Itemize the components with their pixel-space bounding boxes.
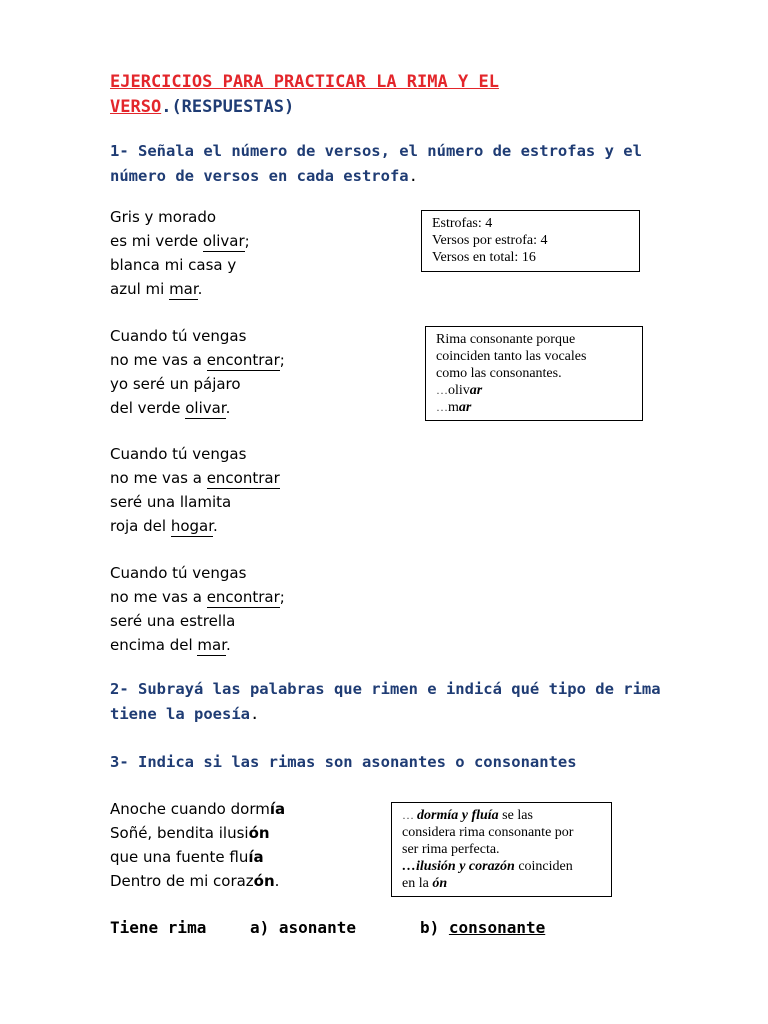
verse	[110, 609, 410, 633]
verse-text: Anoche cuando dorm	[110, 800, 270, 818]
verse-text: seré una estrella	[110, 612, 236, 630]
verse-text: no me vas a	[110, 469, 207, 487]
title-line-1: EJERCICIOS PARA PRACTICAR LA RIMA Y EL	[110, 72, 499, 92]
ellipsis: …	[436, 400, 448, 414]
verse-punct: .	[197, 280, 203, 298]
box-line: ser rima perfecta.	[402, 842, 500, 857]
verse-text: Cuando tú vengas	[110, 445, 247, 463]
rhyme-word: hogar	[170, 517, 214, 535]
verse	[110, 490, 410, 514]
box-line: como las consonantes.	[436, 366, 562, 381]
verse-text: Dentro de mi coraz	[110, 872, 254, 890]
verse	[110, 348, 410, 372]
box-text: coinciden	[514, 859, 573, 874]
rhyme-word: encontrar	[206, 469, 280, 487]
document-title	[110, 70, 670, 120]
box-line: Rima consonante porque	[436, 332, 576, 347]
rhyme-word: mar	[197, 636, 227, 654]
answer-label: Tiene rima	[110, 918, 207, 937]
verse-text: encima del	[110, 636, 198, 654]
box-line: coinciden tanto las vocales	[436, 349, 587, 364]
box-line	[402, 858, 601, 875]
verse-punct: .	[274, 872, 280, 890]
verse	[110, 585, 410, 609]
poem-2	[110, 797, 410, 893]
ellipsis: …	[436, 383, 448, 397]
stanza-3	[110, 442, 410, 538]
verse-punct: ;	[244, 232, 250, 250]
option-b	[420, 917, 545, 939]
verse-text: Gris y morado	[110, 208, 217, 226]
box-line	[402, 807, 601, 824]
question-2-line-1: 2- Subrayá las palabras que rimen e indicá qué tipo de rima	[110, 680, 661, 698]
question-2	[110, 677, 670, 727]
rhyme-word: encontrar	[206, 351, 280, 369]
title-dot: .	[161, 97, 172, 117]
verse	[110, 821, 410, 845]
verse	[110, 845, 410, 869]
verse	[110, 466, 410, 490]
word-part: m	[448, 400, 459, 415]
box-line: Estrofas: 4	[432, 216, 493, 231]
ellipsis: …	[402, 808, 417, 822]
verse-text: azul mi	[110, 280, 170, 298]
question-2-period: .	[249, 705, 260, 723]
answer-box-rhyme-type	[391, 802, 612, 897]
verse-text: es mi verde	[110, 232, 203, 250]
option-b-selected: consonante	[448, 918, 546, 937]
verse	[110, 324, 410, 348]
stanza-1	[110, 205, 410, 301]
box-line	[402, 875, 601, 892]
verse-punct: .	[225, 399, 231, 417]
verse	[110, 514, 410, 538]
highlight-words: …ilusión y corazón	[402, 859, 515, 874]
verse-text: no me vas a	[110, 351, 207, 369]
question-1-line-2: número de versos en cada estrofa	[110, 167, 409, 185]
highlight-words: ón	[432, 876, 448, 891]
verse-text: del verde	[110, 399, 186, 417]
box-line	[436, 382, 632, 399]
word-part: oliv	[448, 383, 470, 398]
question-1	[110, 139, 670, 189]
verse-punct: .	[226, 636, 231, 654]
option-b-prefix: b)	[420, 918, 449, 937]
verse-punct: .	[213, 517, 218, 535]
verse	[110, 561, 410, 585]
verse-text: blanca mi casa y	[110, 256, 237, 274]
rhyme-ending: ón	[253, 872, 275, 890]
verse	[110, 869, 410, 893]
verse-punct: ;	[279, 588, 285, 606]
verse	[110, 396, 410, 420]
verse	[110, 253, 410, 277]
verse-text: seré una llamita	[110, 493, 232, 511]
verse-text: Cuando tú vengas	[110, 564, 247, 582]
verse-text: yo seré un pájaro	[110, 375, 241, 393]
box-line: Versos en total: 16	[432, 250, 536, 265]
rhyme-ending: ar	[469, 383, 483, 398]
stanza-2	[110, 324, 410, 420]
rhyme-ending: ía	[269, 800, 286, 818]
option-a: a) asonante	[250, 918, 356, 937]
answer-box-counts	[421, 210, 640, 272]
question-3	[110, 750, 670, 775]
question-1-line-1: 1- Señala el número de versos, el número de estrofas y el	[110, 142, 642, 160]
rhyme-ending: ía	[248, 848, 264, 866]
verse	[110, 797, 410, 821]
verse-punct: ;	[279, 351, 285, 369]
answer-box-rhyme	[425, 326, 643, 421]
rhyme-word: olivar	[202, 232, 245, 250]
verse-text: roja del	[110, 517, 171, 535]
box-text: se las	[498, 808, 533, 823]
verse-text: Cuando tú vengas	[110, 327, 247, 345]
question-3-text: 3- Indica si las rimas son asonantes o consonantes	[110, 753, 577, 771]
question-2-line-2: tiene la poesía	[110, 705, 250, 723]
rhyme-ending: ar	[458, 400, 472, 415]
verse	[110, 442, 410, 466]
verse	[110, 277, 410, 301]
verse-text: no me vas a	[110, 588, 207, 606]
box-line	[436, 399, 632, 416]
stanza-4	[110, 561, 410, 657]
rhyme-word: mar	[169, 280, 198, 298]
box-line: considera rima consonante por	[402, 825, 574, 840]
rhyme-word: encontrar	[206, 588, 280, 606]
title-respuestas: (RESPUESTAS)	[171, 97, 295, 117]
rhyme-word: olivar	[185, 399, 226, 417]
verse	[110, 372, 410, 396]
title-verso: VERSO	[110, 97, 162, 117]
verse-text: que una fuente flu	[110, 848, 249, 866]
verse	[110, 229, 410, 253]
verse-text: Soñé, bendita ilusi	[110, 824, 249, 842]
rhyme-ending: ón	[248, 824, 270, 842]
highlight-words: dormía y fluía	[417, 808, 499, 823]
question-1-period: .	[408, 167, 418, 185]
verse	[110, 205, 410, 229]
verse	[110, 633, 410, 657]
box-line: Versos por estrofa: 4	[432, 233, 548, 248]
box-text: en la	[402, 876, 433, 891]
